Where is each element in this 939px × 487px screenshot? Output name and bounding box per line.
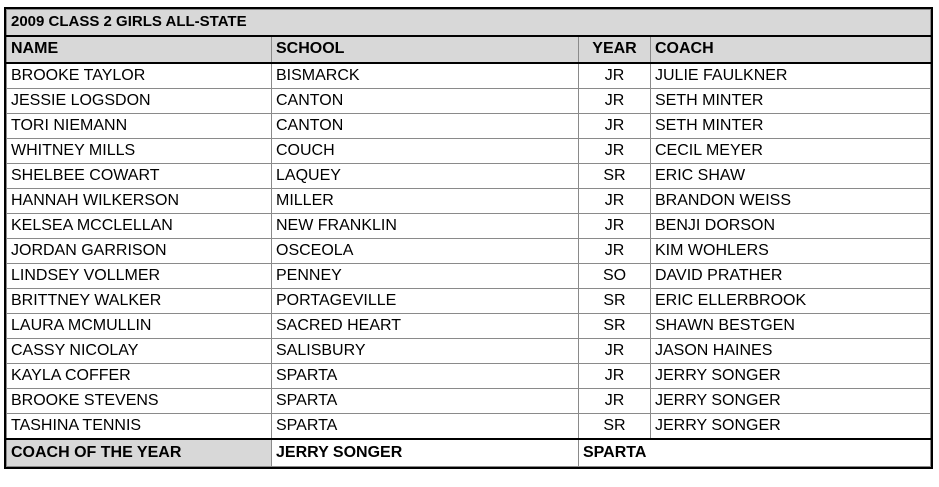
player-name: TASHINA TENNIS: [7, 413, 272, 439]
player-coach: ERIC SHAW: [651, 163, 931, 188]
player-coach: SETH MINTER: [651, 88, 931, 113]
header-coach: COACH: [651, 36, 931, 63]
player-coach: DAVID PRATHER: [651, 263, 931, 288]
player-coach: KIM WOHLERS: [651, 238, 931, 263]
player-name: JORDAN GARRISON: [7, 238, 272, 263]
player-coach: JULIE FAULKNER: [651, 63, 931, 89]
header-name: NAME: [7, 36, 272, 63]
player-school: CANTON: [272, 113, 579, 138]
player-year: JR: [579, 63, 651, 89]
player-name: JESSIE LOGSDON: [7, 88, 272, 113]
table-row: [7, 163, 931, 188]
player-year: SR: [579, 288, 651, 313]
coach-of-year-school: SPARTA: [579, 439, 931, 467]
player-school: SALISBURY: [272, 338, 579, 363]
table-row: [7, 263, 931, 288]
player-school: BISMARCK: [272, 63, 579, 89]
player-coach: JERRY SONGER: [651, 413, 931, 439]
table-row: [7, 288, 931, 313]
table-row: [7, 313, 931, 338]
player-name: TORI NIEMANN: [7, 113, 272, 138]
coach-of-year-name: JERRY SONGER: [272, 439, 579, 467]
table-row: [7, 363, 931, 388]
player-coach: SHAWN BESTGEN: [651, 313, 931, 338]
table-row: [7, 88, 931, 113]
player-year: SR: [579, 413, 651, 439]
player-year: JR: [579, 238, 651, 263]
player-year: JR: [579, 113, 651, 138]
player-name: LAURA MCMULLIN: [7, 313, 272, 338]
player-coach: CECIL MEYER: [651, 138, 931, 163]
player-school: SPARTA: [272, 363, 579, 388]
player-name: HANNAH WILKERSON: [7, 188, 272, 213]
player-year: SO: [579, 263, 651, 288]
table-row: [7, 238, 931, 263]
player-name: WHITNEY MILLS: [7, 138, 272, 163]
table-row: [7, 213, 931, 238]
player-name: SHELBEE COWART: [7, 163, 272, 188]
player-year: JR: [579, 388, 651, 413]
player-year: JR: [579, 338, 651, 363]
player-coach: JASON HAINES: [651, 338, 931, 363]
table-row: [7, 138, 931, 163]
player-year: JR: [579, 138, 651, 163]
player-name: LINDSEY VOLLMER: [7, 263, 272, 288]
player-coach: JERRY SONGER: [651, 388, 931, 413]
player-coach: BENJI DORSON: [651, 213, 931, 238]
table-row: [7, 113, 931, 138]
player-coach: JERRY SONGER: [651, 363, 931, 388]
table-title: 2009 CLASS 2 GIRLS ALL-STATE: [7, 10, 931, 36]
player-school: PENNEY: [272, 263, 579, 288]
player-name: KAYLA COFFER: [7, 363, 272, 388]
player-school: CANTON: [272, 88, 579, 113]
table-row: [7, 413, 931, 439]
player-school: MILLER: [272, 188, 579, 213]
coach-of-year-label: COACH OF THE YEAR: [7, 439, 272, 467]
table-row: [7, 63, 931, 89]
all-state-table: [6, 9, 931, 467]
player-year: SR: [579, 313, 651, 338]
player-school: SPARTA: [272, 413, 579, 439]
player-name: CASSY NICOLAY: [7, 338, 272, 363]
player-school: NEW FRANKLIN: [272, 213, 579, 238]
player-school: SACRED HEART: [272, 313, 579, 338]
header-school: SCHOOL: [272, 36, 579, 63]
player-year: JR: [579, 188, 651, 213]
header-row: [7, 36, 931, 63]
header-year: YEAR: [579, 36, 651, 63]
player-year: SR: [579, 163, 651, 188]
player-coach: ERIC ELLERBROOK: [651, 288, 931, 313]
player-school: OSCEOLA: [272, 238, 579, 263]
player-name: BROOKE TAYLOR: [7, 63, 272, 89]
player-coach: BRANDON WEISS: [651, 188, 931, 213]
player-rows: [7, 63, 931, 439]
all-state-sheet: [4, 7, 933, 469]
player-year: JR: [579, 213, 651, 238]
player-school: PORTAGEVILLE: [272, 288, 579, 313]
player-school: COUCH: [272, 138, 579, 163]
player-coach: SETH MINTER: [651, 113, 931, 138]
player-name: BRITTNEY WALKER: [7, 288, 272, 313]
player-year: JR: [579, 88, 651, 113]
player-name: BROOKE STEVENS: [7, 388, 272, 413]
player-name: KELSEA MCCLELLAN: [7, 213, 272, 238]
table-row: [7, 338, 931, 363]
player-school: SPARTA: [272, 388, 579, 413]
table-row: [7, 388, 931, 413]
player-year: JR: [579, 363, 651, 388]
player-school: LAQUEY: [272, 163, 579, 188]
table-row: [7, 188, 931, 213]
coach-of-year-row: [7, 439, 931, 467]
title-row: [7, 10, 931, 36]
